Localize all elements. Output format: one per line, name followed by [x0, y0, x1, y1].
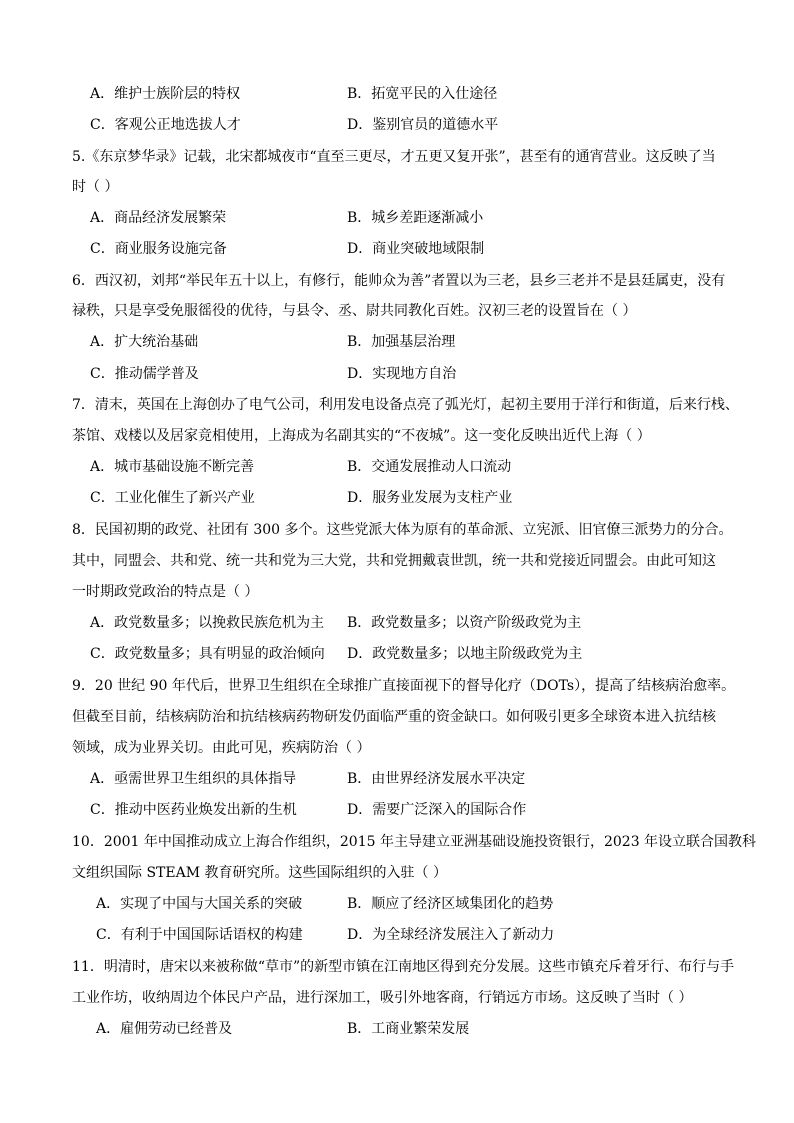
q7-option-a: A．城市基础设施不断完善	[90, 459, 255, 475]
q9-option-b: B．由世界经济发展水平决定	[347, 771, 526, 787]
q5-option-c: C．商业服务设施完备	[90, 241, 227, 257]
q7-stem-line-1: 7．清末，英国在上海创办了电气公司，利用发电设备点亮了弧光灯，起初主要用于洋行和街道，后来行栈、	[72, 397, 739, 413]
q9-option-c: C．推动中医药业焕发出新的生机	[90, 802, 297, 818]
q8-stem-line-2: 其中，同盟会、共和党、统一共和党为三大党，共和党拥戴袁世凯，统一共和党接近同盟会。由此可知这	[72, 553, 716, 569]
q8-option-b: B．政党数量多；以资产阶级政党为主	[347, 615, 582, 631]
q5-stem-line-2: 时（ ）	[72, 179, 119, 195]
q4-option-c: C．客观公正地选拔人才	[90, 117, 241, 133]
q6-option-b: B．加强基层治理	[347, 334, 456, 350]
q9-stem-line-2: 但截至目前，结核病防治和抗结核病药物研发仍面临严重的资金缺口。如何吸引更多全球资本进入抗结核	[72, 709, 716, 725]
q8-option-a: A．政党数量多；以挽救民族危机为主	[90, 615, 325, 631]
q11-option-b: B．工商业繁荣发展	[347, 1021, 470, 1037]
q7-option-d: D．服务业发展为支柱产业	[347, 490, 513, 506]
q10-option-b: B．顺应了经济区域集团化的趋势	[347, 896, 554, 912]
q9-option-a: A．亟需世界卫生组织的具体指导	[90, 771, 297, 787]
q4-option-a: A．维护士族阶层的特权	[90, 86, 241, 102]
q9-stem-line-1: 9．20 世纪 90 年代后，世界卫生组织在全球推广直接面视下的督导化疗（DOTs），提高了结核病治愈率。	[72, 678, 736, 694]
q7-option-b: B．交通发展推动人口流动	[347, 459, 512, 475]
q7-stem-line-2: 茶馆、戏楼以及居家竞相使用，上海成为名副其实的“不夜城”。这一变化反映出近代上海（ ）	[72, 428, 651, 444]
q10-option-d: D．为全球经济发展注入了新动力	[347, 927, 555, 943]
q5-stem-line-1: 5.《东京梦华录》记载，北宋都城夜市“直至三更尽，才五更又复开张”，甚至有的通宵营业。这反映了当	[72, 149, 716, 165]
q10-stem-line-1: 10．2001 年中国推动成立上海合作组织，2015 年主导建立亚洲基础设施投资银行，2023 年设立联合国教科	[72, 834, 757, 850]
q8-option-c: C．政党数量多；具有明显的政治倾向	[90, 646, 325, 662]
q6-option-c: C．推动儒学普及	[90, 366, 199, 382]
q6-option-d: D．实现地方自治	[347, 366, 457, 382]
q10-option-c: C．有利于中国国际话语权的构建	[96, 927, 303, 943]
q8-stem-line-3: 一时期政党政治的特点是（ ）	[72, 584, 259, 600]
q6-option-a: A．扩大统治基础	[90, 334, 199, 350]
q7-option-c: C．工业化催生了新兴产业	[90, 490, 255, 506]
q11-option-a: A．雇佣劳动已经普及	[96, 1021, 233, 1037]
q9-option-d: D．需要广泛深入的国际合作	[347, 802, 527, 818]
q8-stem-line-1: 8．民国初期的政党、社团有 300 多个。这些党派大体为原有的革命派、立宪派、旧官僚三派势力的分合。	[72, 522, 733, 538]
q8-option-d: D．政党数量多；以地主阶级政党为主	[347, 646, 583, 662]
q4-option-b: B．拓宽平民的入仕途径	[347, 86, 498, 102]
q5-option-a: A．商品经济发展繁荣	[90, 210, 227, 226]
q11-stem-line-2: 工业作坊，收纳周边个体民户产品，进行深加工，吸引外地客商，行销远方市场。这反映了当时（ ）	[72, 990, 693, 1006]
q10-option-a: A．实现了中国与大国关系的突破	[96, 896, 303, 912]
q10-stem-line-2: 文组织国际 STEAM 教育研究所。这些国际组织的入驻（ ）	[72, 865, 447, 881]
q9-stem-line-3: 领域，成为业界关切。由此可见，疾病防治（ ）	[72, 740, 371, 756]
q11-stem-line-1: 11．明清时，唐宋以来被称做“草市”的新型市镇在江南地区得到充分发展。这些市镇充斥着牙行、布行与手	[72, 959, 735, 975]
q6-stem-line-1: 6．西汉初，刘邦“举民年五十以上，有修行，能帅众为善”者置以为三老，县乡三老并不是县廷属吏，没有	[72, 273, 726, 289]
q5-option-b: B．城乡差距逐渐减小	[347, 210, 484, 226]
q4-option-d: D．鉴别官员的道德水平	[347, 117, 499, 133]
q6-stem-line-2: 禄秩，只是享受免服徭役的优待，与县令、丞、尉共同教化百姓。汉初三老的设置旨在（ ）	[72, 303, 637, 319]
q5-option-d: D．商业突破地域限制	[347, 241, 485, 257]
